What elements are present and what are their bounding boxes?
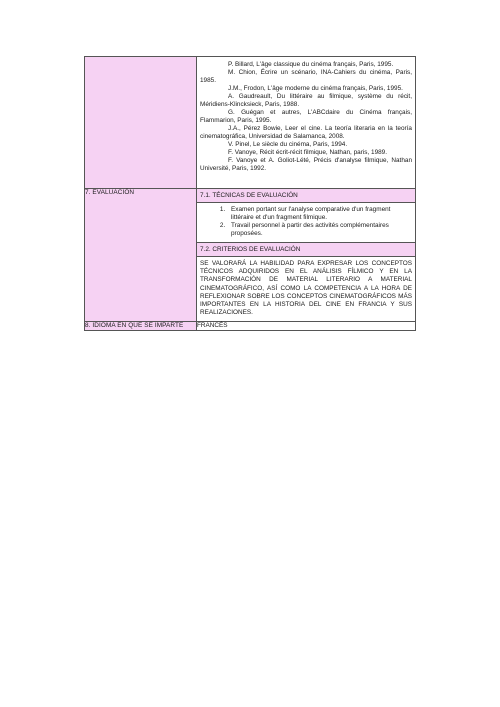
bibliography-entry: F. Vanoye, Récit écrit-récit filmique, Nathan, paris, 1989. (228, 149, 388, 156)
bibliography-entry: A. Gaudreault, Du littéraire au filmique, système du récit, Méridiens-Klincksieck, Paris, 1988. (200, 93, 412, 108)
bibliography-entry: V. Pinel, Le siècle du cinéma, Paris, 1994. (228, 141, 348, 148)
bibliography-entry: J.A., Pérez Bowie, Leer el cine. La teoría literaria en la teoría cinematográfica, Universidad de Salamanca, 2008. (200, 125, 412, 140)
list-item: 2. Travail personnel à partir des activités complémentaires proposées. (227, 222, 409, 238)
evaluation-row (85, 189, 416, 322)
language-row (85, 322, 416, 331)
evaluation-cell (197, 189, 416, 322)
bibliography-list (197, 57, 415, 188)
bibliography-label-cell (85, 57, 197, 189)
techniques-heading: 7.1. TÉCNICAS DE EVALUACIÓN (197, 189, 415, 203)
bibliography-cell (197, 57, 416, 189)
criteria-text: SE VALORARÁ LA HABILIDAD PARA EXPRESAR LOS CONCEPTOS TÉCNICOS ADQUIRIDOS EN EL ANÁLISIS FÍLMICO Y EN LA TRANSFORMACIÓN DE MATERIAL LITERARIO A MATERIAL CINEMATOGRÁFICO, ASÍ COMO LA COMPETENCIA A LA HORA DE REFLEXIONAR SOBRE LOS CONCEPTOS CINEMATOGRÁFICOS MÁS IMPORTANTES EN LA HISTORIA DEL CINE EN FRANCIA Y SUS REALIZACIONES. (200, 260, 412, 317)
bibliography-entry: M. Chion, Écrire un scénario, INA-Cahiers du cinéma, Paris, 1985. (200, 69, 412, 84)
bibliography-entry: P. Billard, L'âge classique du cinéma français, Paris, 1995. (228, 61, 394, 68)
criteria-heading: 7.2. CRITERIOS DE EVALUACIÓN (197, 242, 415, 257)
list-item: 1. Examen portant sur l'analyse comparative d'un fragment littéraire et d'un fragment filmique. (227, 206, 409, 222)
language-value: FRANCÉS (197, 322, 416, 331)
bibliography-entry: F. Vanoye et A. Goliot-Lété, Précis d'analyse filmique, Nathan Université, Paris, 1992. (200, 157, 412, 172)
language-label: 8. IDIOMA EN QUE SE IMPARTE (85, 322, 197, 331)
bibliography-row (85, 57, 416, 189)
syllabus-table (84, 56, 416, 331)
evaluation-label: 7. EVALUACIÓN (85, 189, 197, 322)
techniques-list (197, 203, 415, 242)
bibliography-entry: J.M., Frodon, L'âge moderne du cinéma français, Paris, 1995. (228, 85, 403, 92)
bibliography-entry: G. Guégan et autres, L'ABCdaire du Cinéma français, Flammarion, Paris, 1995. (200, 109, 412, 124)
